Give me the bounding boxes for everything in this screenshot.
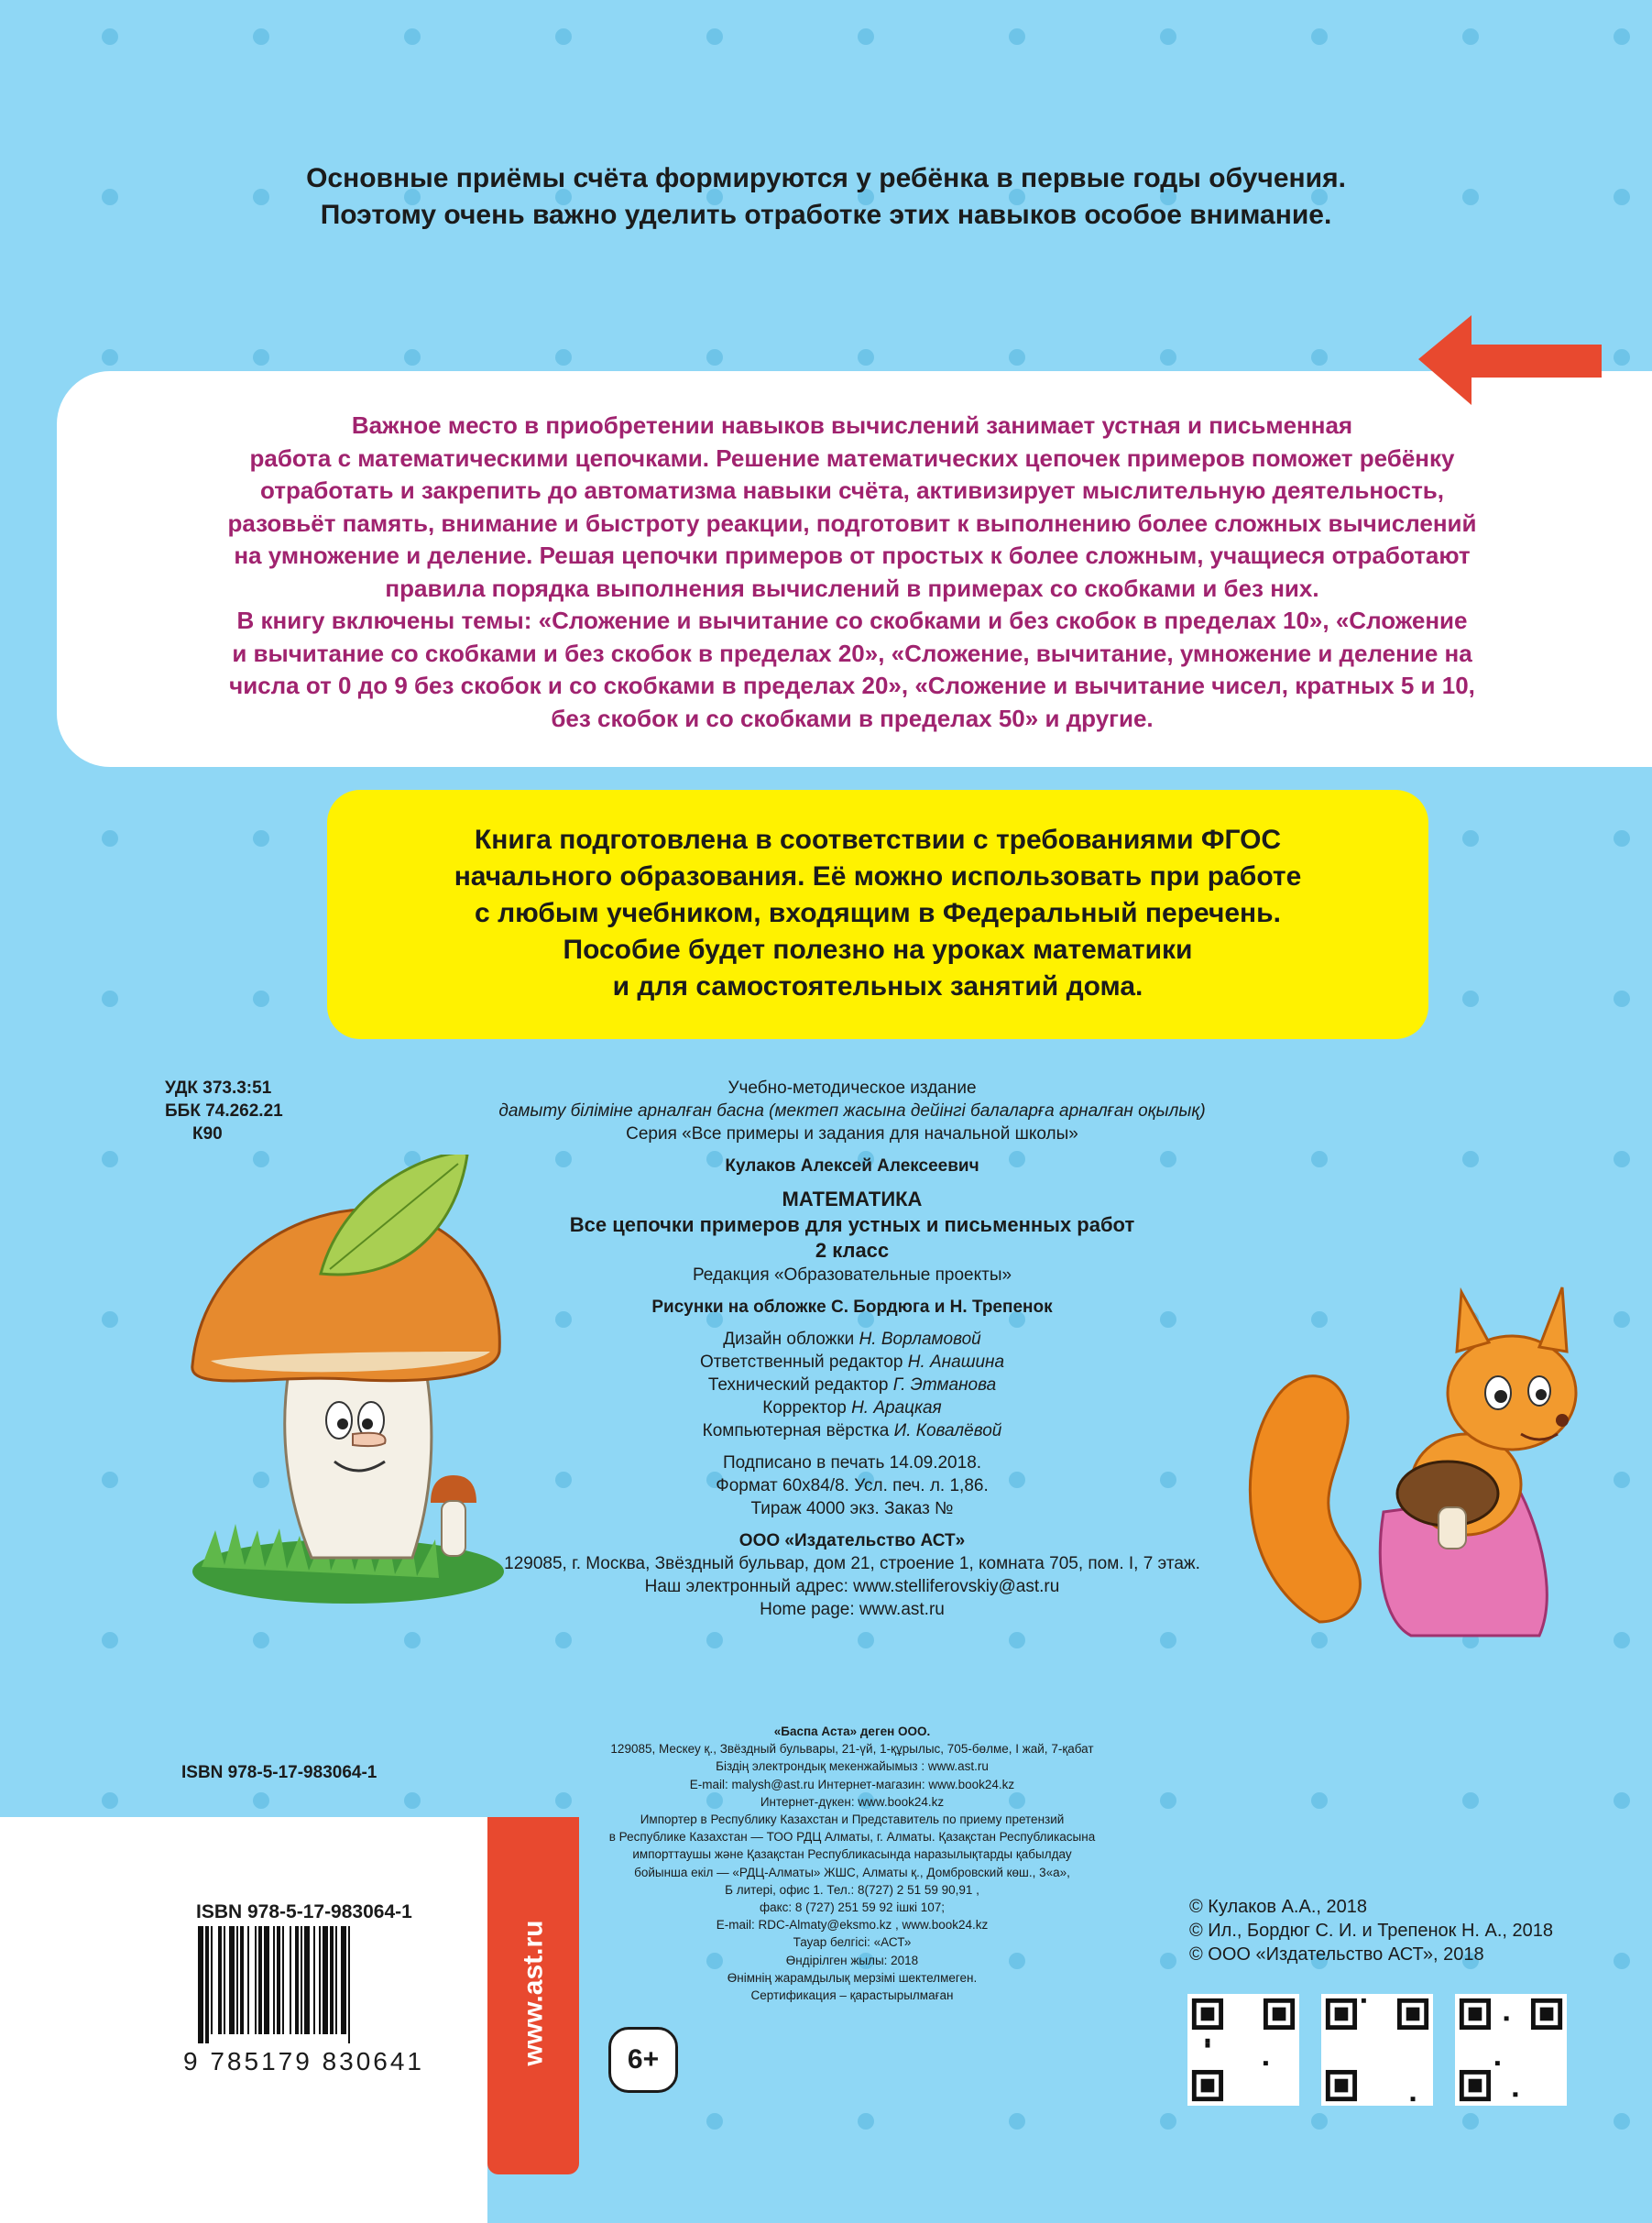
description-line: работа с математическими цепочками. Решение математических цепочек примеров поможет ребёнку: [249, 444, 1455, 472]
publisher-homepage: Home page: www.ast.ru: [760, 1600, 945, 1619]
kz-line: импорттаушы және Қазақстан Республикасында наразылықтарды қабылдау: [632, 1847, 1072, 1862]
kz-line: Өндірілген жылы: 2018: [785, 1953, 919, 1967]
staff-line: Компьютерная вёрстка И. Ковалёвой: [702, 1421, 1002, 1440]
barcode-digits: 9 785179 830641: [183, 2047, 424, 2075]
staff-line: Технический редактор Г. Этманова: [707, 1375, 997, 1395]
qr-code-icon: [1187, 1994, 1299, 2106]
kz-line: E-mail: RDC-Almaty@eksmo.kz , www.book24.kz: [716, 1918, 989, 1933]
kz-line: Б литері, офис 1. Тел.: 8(727) 2 51 59 90,91 ,: [725, 1882, 979, 1897]
staff-line: Корректор Н. Арацкая: [762, 1398, 942, 1418]
author-mark: К90: [192, 1124, 223, 1144]
fgos-line: и для самостоятельных занятий дома.: [612, 971, 1143, 1002]
qr-code-icon: [1321, 1994, 1433, 2106]
format: Формат 60x84/8. Усл. печ. л. 1,86.: [716, 1476, 989, 1495]
series: Серия «Все примеры и задания для начальной школы»: [626, 1124, 1078, 1144]
kz-line: Өнімнің жарамдылық мерзімі шектелмеген.: [727, 1970, 978, 1985]
signed-date: Подписано в печать 14.09.2018.: [722, 1453, 982, 1473]
fgos-text: [327, 822, 1428, 1005]
fgos-line: Пособие будет полезно на уроках математики: [563, 935, 1193, 965]
kz-line: Тауар белгісі: «АСТ»: [793, 1935, 912, 1950]
description-line: правила порядка выполнения вычислений в примерах со скобками и без них.: [385, 574, 1319, 602]
print-run: Тираж 4000 экз. Заказ №: [750, 1499, 954, 1518]
kz-imprint: [513, 1723, 1191, 2004]
kz-line: Біздің электрондық мекенжайымыз : www.ast.ru: [716, 1759, 989, 1774]
publisher-email: Наш электронный адрес: www.stelliferovskiy@ast.ru: [644, 1577, 1060, 1596]
kz-line: Сертификация – қарастырылмаған: [750, 1988, 954, 2003]
description-line: Важное место в приобретении навыков вычислений занимает устная и письменная: [351, 411, 1353, 439]
udk-code: УДК 373.3:51: [165, 1079, 272, 1098]
mushroom-illustration: [183, 1155, 513, 1613]
site-label: www.ast.ru: [518, 1920, 549, 2066]
age-rating-badge: 6+: [608, 2027, 678, 2093]
redaction: Редакция «Образовательные проекты»: [692, 1265, 1012, 1285]
kz-publisher: «Баспа Аста» деген ООО.: [773, 1725, 931, 1738]
edition-type: Учебно-методическое издание: [728, 1079, 977, 1098]
subject: МАТЕМАТИКА: [782, 1188, 923, 1210]
intro-line: Основные приёмы счёта формируются у ребёнка в первые годы обучения.: [306, 163, 1346, 193]
copyright-line: © Ил., Бордюг С. И. и Трепенок Н. А., 2018: [1189, 1921, 1554, 1941]
fgos-line: с любым учебником, входящим в Федеральный перечень.: [475, 898, 1281, 928]
kz-line: в Республике Казахстан — ТОО РДЦ Алматы, г. Алматы. Қазақстан Республикасына: [608, 1830, 1096, 1845]
fgos-line: начального образования. Её можно использовать при работе: [454, 861, 1302, 892]
description-line: без скобок и со скобками в пределах 50» и другие.: [551, 704, 1154, 732]
staff-line: Ответственный редактор Н. Анашина: [699, 1352, 1005, 1372]
kz-line: 129085, Мескеу қ., Звёздный бульвары, 21-үй, 1-құрылыс, 705-бөлме, I жай, 7-қабат: [610, 1742, 1094, 1757]
publisher: ООО «Издательство АСТ»: [738, 1531, 966, 1550]
description-line: и вычитание со скобками и без скобок в пределах 20», «Сложение, вычитание, умножение и деление на: [232, 639, 1472, 667]
arrow-left-icon: [1418, 315, 1602, 407]
description-line: числа от 0 до 9 без скобок и со скобками в пределах 20», «Сложение и вычитание чисел, кратных 5 и 10,: [229, 672, 1475, 699]
kz-line: факс: 8 (727) 251 59 92 ішкі 107;: [759, 1900, 946, 1915]
qr-code-icon: [1455, 1994, 1567, 2106]
isbn-text: ISBN 978-5-17-983064-1: [181, 1763, 377, 1782]
barcode-isbn: ISBN 978-5-17-983064-1: [196, 1901, 412, 1922]
copyright-line: © ООО «Издательство АСТ», 2018: [1189, 1944, 1484, 1965]
kz-line: Импортер в Республику Казахстан и Представитель по приему претензий: [640, 1812, 1065, 1827]
description-line: отработать и закрепить до автоматизма навыки счёта, активизирует мыслительную деятельность,: [259, 476, 1445, 504]
copyright-block: [1189, 1895, 1553, 1966]
classification-codes: [165, 1077, 283, 1145]
staff-line: Дизайн обложки Н. Ворламовой: [723, 1330, 981, 1349]
edition-type-kz: дамыту біліміне арналған басна (мектеп жасына дейінгі балаларға арналған оқылық): [498, 1101, 1206, 1121]
author: Кулаков Алексей Алексеевич: [725, 1156, 979, 1176]
illustrations-credit: Рисунки на обложке С. Бордюга и Н. Трепенок: [651, 1298, 1053, 1317]
intro-line: Поэтому очень важно уделить отработке этих навыков особое внимание.: [320, 200, 1332, 230]
kz-line: бойынша екіл — «РДЦ-Алматы» ЖШС, Алматы қ., Домбровский көш., 3«а»,: [634, 1865, 1070, 1879]
kz-line: Интернет-дүкен: www.book24.kz: [760, 1794, 945, 1809]
barcode-icon: [194, 1926, 427, 2043]
publisher-address: 129085, г. Москва, Звёздный бульвар, дом 21, строение 1, комната 705, пом. I, 7 этаж.: [504, 1554, 1200, 1573]
description-text: [128, 410, 1576, 735]
description-line: разовьёт память, внимание и быстроту реакции, подготовит к выполнению более сложных вычислений: [227, 509, 1477, 537]
intro-text: [0, 160, 1652, 234]
fgos-line: Книга подготовлена в соответствии с требованиями ФГОС: [474, 825, 1282, 855]
description-line: В книгу включены темы: «Сложение и вычитание со скобками и без скобок в пределах 10», «Сложение: [236, 607, 1468, 634]
squirrel-illustration: [1246, 1274, 1613, 1640]
bbk-code: ББК 74.262.21: [165, 1101, 283, 1121]
book-title: Все цепочки примеров для устных и письменных работ: [569, 1213, 1135, 1236]
copyright-line: © Кулаков А.А., 2018: [1189, 1897, 1367, 1917]
grade: 2 класс: [815, 1239, 890, 1262]
kz-line: E-mail: malysh@ast.ru Интернет-магазин: www.book24.kz: [689, 1777, 1015, 1791]
description-line: на умножение и деление. Решая цепочки примеров от простых к более сложным, учащиеся отработают: [234, 542, 1471, 569]
